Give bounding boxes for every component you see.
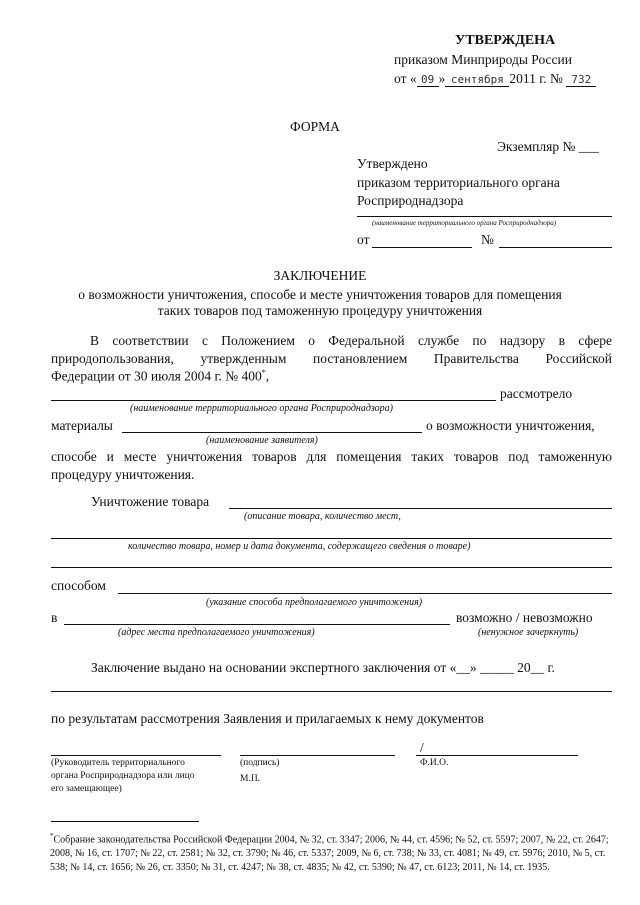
goods-description-line: [229, 508, 612, 509]
possibility-label: о возможности уничтожения,: [426, 418, 595, 433]
document-title: ЗАКЛЮЧЕНИЕ: [273, 268, 367, 283]
possible-impossible-label: возможно / невозможно: [456, 610, 593, 625]
approval-month: сентября: [445, 73, 509, 87]
place-label: в: [51, 610, 58, 625]
approved-number-label: №: [481, 232, 494, 247]
paragraph1-line3: [51, 368, 269, 385]
goods-label: Уничтожение товара: [91, 494, 210, 509]
conclusion-text: Заключение выдано на основании экспертного заключения от «__» _____ 20__ г.: [91, 660, 555, 675]
paragraph1-comma: ,: [265, 368, 270, 384]
reviewing-org-line: [51, 400, 496, 401]
method-caption: (указание способа предполагаемого уничтожения): [206, 597, 423, 608]
goods-extra-line: [51, 567, 612, 568]
approved-date-line: [372, 247, 472, 248]
strike-caption: (ненужное зачеркнуть): [478, 627, 579, 638]
approved-number-line: [499, 247, 612, 248]
head-caption-line1: (Руководитель территориального: [51, 758, 185, 768]
place-address-line: [64, 624, 450, 625]
head-caption-line2: органа Росприроднадзора или лицо: [51, 771, 195, 781]
paragraph1-line2: природопользования, утвержденным постановлением Правительства Российской: [51, 351, 612, 366]
paragraph2-line2: процедуру уничтожения.: [51, 467, 195, 482]
place-address-caption: (адрес места предполагаемого уничтожения): [118, 627, 315, 638]
results-text: по результатам рассмотрения Заявления и прилагаемых к нему документов: [51, 711, 484, 726]
approved-title: Утверждено: [357, 156, 428, 171]
paragraph1-decree: Федерации от 30 июля 2004 г. № 400: [51, 368, 262, 384]
materials-label: материалы: [51, 418, 113, 433]
footnote-marker: *: [261, 368, 266, 377]
applicant-caption: (наименование заявителя): [206, 435, 318, 446]
form-label: ФОРМА: [290, 119, 340, 134]
approval-title: УТВЕРЖДЕНА: [455, 33, 556, 48]
method-label: способом: [51, 578, 106, 593]
approval-day: 09: [417, 73, 439, 87]
method-line: [118, 593, 612, 594]
document-subtitle-line1: о возможности уничтожения, способе и месте уничтожения товаров для помещения: [78, 287, 562, 302]
approved-org-caption: (наименование территориального органа Росприроднадзора): [372, 219, 557, 227]
document-subtitle-line2: таких товаров под таможенную процедуру уничтожения: [157, 303, 483, 318]
goods-caption1: (описание товара, количество мест,: [244, 511, 401, 522]
footnote-separator: [51, 821, 199, 822]
approval-date-prefix: от «: [394, 71, 417, 86]
reviewing-org-caption: (наименование территориального органа Росприроднадзора): [130, 403, 393, 414]
signature-caption: (подпись): [240, 758, 280, 768]
approval-date-line: [394, 71, 596, 87]
paragraph1-line1: В соответствии с Положением о Федеральной службе по надзору в сфере: [90, 333, 612, 348]
approval-number: 732: [566, 73, 596, 87]
fio-slash: /: [420, 740, 424, 755]
stamp-caption: М.П.: [240, 774, 261, 784]
paragraph2-line1: способе и месте уничтожения товаров для помещения таких товаров под таможенную: [51, 449, 612, 464]
head-caption-line3: его замещающее): [51, 784, 122, 794]
fio-line: [416, 755, 578, 756]
goods-quantity-line: [51, 538, 612, 539]
approval-quote-close: »: [438, 71, 446, 86]
approval-year: 2011 г. №: [509, 71, 563, 86]
approved-from-label: от: [357, 232, 370, 247]
approval-order-line: приказом Минприроды России: [394, 52, 572, 67]
approved-agency-line: Росприроднадзора: [357, 193, 464, 208]
footnote-sup: *: [50, 832, 54, 840]
footnote: [50, 829, 615, 875]
applicant-line: [122, 432, 422, 433]
signature-line: [240, 755, 395, 756]
reviewed-label: рассмотрело: [500, 386, 573, 401]
approved-org-name-line: [357, 216, 612, 217]
approved-order-line: приказом территориального органа: [357, 175, 560, 190]
goods-caption2: количество товара, номер и дата документа, содержащего сведения о товаре): [128, 541, 471, 552]
fio-caption: Ф.И.О.: [420, 758, 449, 768]
head-signature-line: [51, 755, 221, 756]
footnote-text: Собрание законодательства Российской Федерации 2004, № 32, ст. 3347; 2006, № 44, ст. 4596; № 52, ст. 5597; 2007, № 22, ст. 2647; 2008, № 16, ст. 1707; № 22, ст. 2581; № 32, ст. 3790; № 46, ст. 5337; 2009, № 6, ст. 738; № 33, ст. 4081; № 49, ст. 5976; 2010, № 5, ст. 538; № 14, ст. 1656; № 26, ст. 3350; № 31, ст. 4247; № 38, ст. 4835; № 42, ст. 5390; № 47, ст. 6123; 2011, № 14, ст. 1935.: [50, 834, 609, 874]
copy-number-label: Экземпляр № ___: [497, 139, 599, 154]
conclusion-line: [51, 691, 612, 692]
